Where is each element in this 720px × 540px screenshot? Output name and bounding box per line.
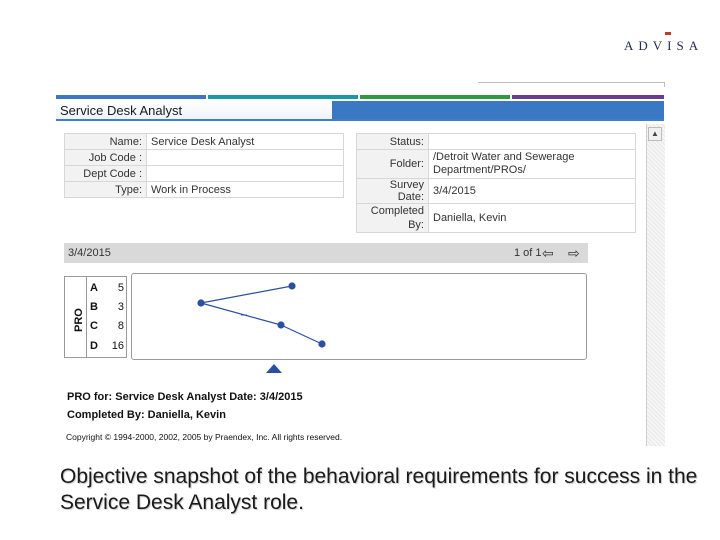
status-label: Status: — [357, 134, 429, 150]
form-row-folder — [357, 150, 636, 179]
form-row-status — [357, 134, 636, 150]
dept-code-label: Dept Code : — [65, 166, 147, 182]
pro-for-line: PRO for: Service Desk Analyst Date: 3/4/2015 — [67, 391, 303, 403]
pro-divider — [86, 276, 87, 358]
form-row-completed-by — [357, 204, 636, 233]
folder-value: /Detroit Water and Sewerage Department/PROs/ — [429, 150, 636, 179]
completed-by-line: Completed By: Daniella, Kevin — [67, 409, 226, 421]
plot-point-b — [197, 299, 204, 306]
factor-letter: C — [90, 320, 98, 332]
factor-row-a — [90, 282, 126, 294]
survey-date-label: Survey Date: — [357, 179, 429, 204]
factor-score: 16 — [111, 340, 124, 352]
job-info-table — [64, 133, 344, 198]
plot-line-c-d — [281, 325, 322, 344]
color-bar-purple — [512, 95, 664, 99]
job-code-value — [147, 150, 344, 166]
plot-point-a — [288, 282, 295, 289]
job-code-label: Job Code : — [65, 150, 147, 166]
name-value: Service Desk Analyst — [147, 134, 344, 150]
triangle-marker-icon — [266, 364, 282, 373]
copyright-text: Copyright © 1994-2000, 2002, 2005 by Praendex, Inc. All rights reserved. — [66, 432, 343, 442]
plot-point-c — [277, 321, 284, 328]
folder-label: Folder: — [357, 150, 429, 179]
color-bar-blue — [56, 95, 206, 99]
pattern-plot — [131, 273, 587, 360]
scroll-up-icon[interactable]: ▲ — [648, 127, 662, 141]
factor-letter: B — [90, 301, 98, 313]
previous-page-icon[interactable]: ⇦ — [542, 245, 554, 261]
name-label: Name: — [65, 134, 147, 150]
form-row-job-code — [65, 150, 344, 166]
logo-accent-mark — [665, 32, 671, 35]
color-bar-green — [360, 95, 510, 99]
dept-code-value — [147, 166, 344, 182]
advisa-logo: ADVISA — [624, 38, 704, 53]
factor-score: 3 — [117, 301, 124, 313]
plot-point-d — [318, 340, 325, 347]
factor-letter: A — [90, 282, 98, 294]
plot-line-b-c — [201, 303, 281, 325]
plot-line-a-b — [201, 286, 292, 303]
report-date-bar — [64, 243, 588, 263]
header-divider — [478, 82, 665, 87]
page-indicator: 1 of 1 — [514, 247, 542, 259]
status-value — [429, 134, 636, 150]
vertical-scrollbar[interactable] — [646, 124, 665, 446]
pro-label: PRO — [73, 308, 85, 332]
factor-letter: D — [90, 340, 98, 352]
survey-info-table — [356, 133, 636, 233]
report-title: Service Desk Analyst — [60, 103, 183, 118]
form-row-survey-date — [357, 179, 636, 204]
slide-caption: Objective snapshot of the behavioral requirements for success in the Service Desk Analyst role. — [60, 465, 698, 514]
title-bar-fill — [332, 101, 664, 119]
factor-row-d — [90, 340, 126, 352]
completed-by-value: Daniella, Kevin — [429, 204, 636, 233]
factor-score: 5 — [117, 282, 124, 294]
type-value: Work in Process — [147, 182, 344, 198]
form-row-dept-code — [65, 166, 344, 182]
report-title-bar — [56, 101, 664, 121]
form-row-name — [65, 134, 344, 150]
form-row-type — [65, 182, 344, 198]
factor-row-c — [90, 320, 126, 332]
type-label: Type: — [65, 182, 147, 198]
factor-row-b — [90, 301, 126, 313]
report-date: 3/4/2015 — [68, 247, 111, 259]
completed-by-label: Completed By: — [357, 204, 429, 233]
factor-score: 8 — [117, 320, 124, 332]
color-bar-teal — [208, 95, 358, 99]
survey-date-value: 3/4/2015 — [429, 179, 636, 204]
next-page-icon[interactable]: ⇨ — [568, 245, 580, 261]
